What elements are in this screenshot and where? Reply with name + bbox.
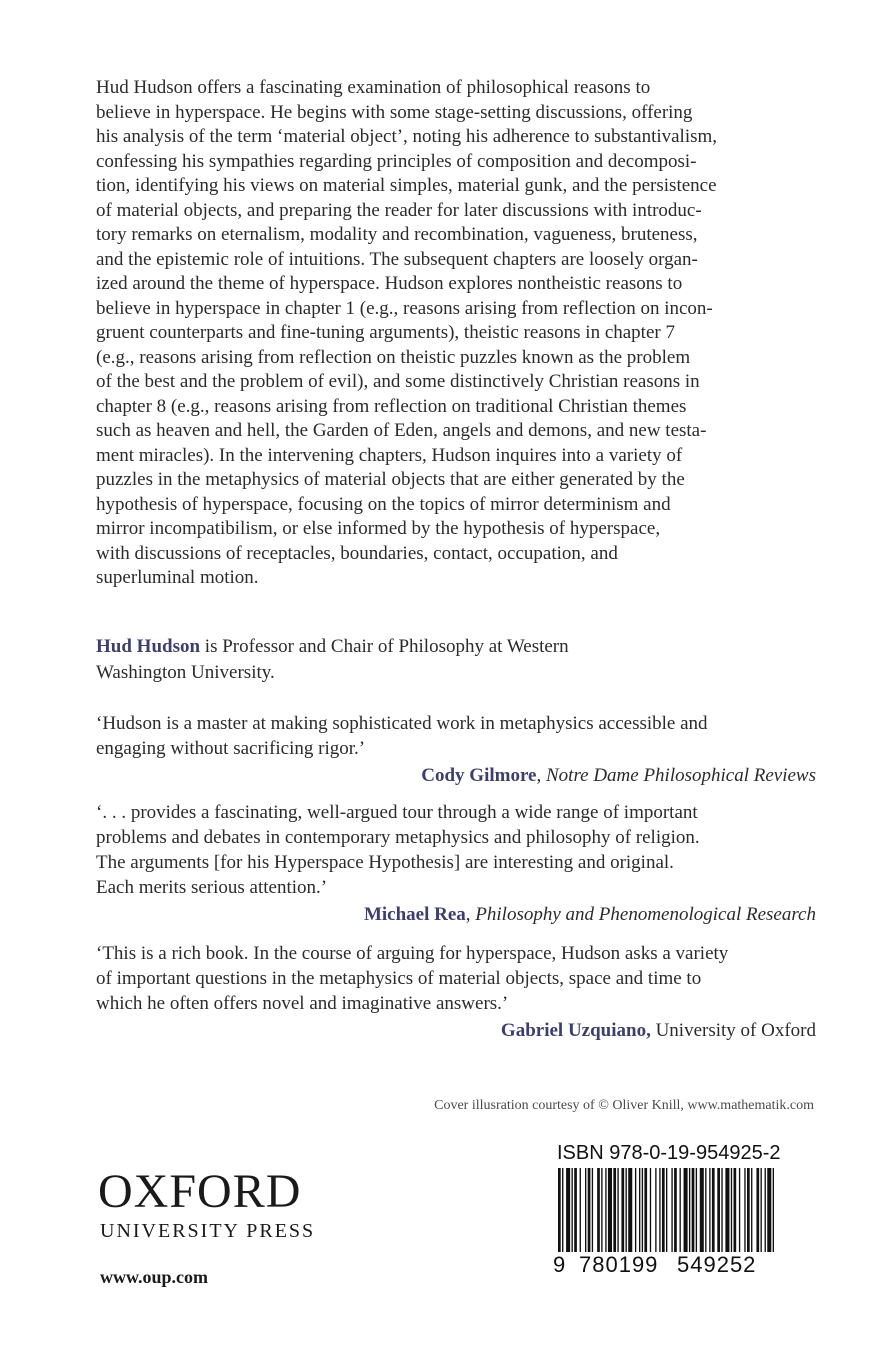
barcode-bar [588,1168,591,1252]
barcode-bar [605,1168,606,1252]
blurb-line: with discussions of receptacles, boundaries, contact, occupation, and [96,542,618,564]
barcode-bar [717,1168,720,1252]
barcode-bar [644,1168,647,1252]
barcode-bar [580,1168,581,1252]
review-quote [96,800,816,927]
barcode-bar [608,1168,612,1252]
author-bio-text: is Professor and Chair of Philosophy at Western [200,636,569,657]
barcode-bar [767,1168,771,1252]
blurb-line: superluminal motion. [96,567,259,588]
review-attribution [96,1018,816,1043]
cover-credit: Cover illusration courtesy of © Oliver Knill, www.mathematik.com [434,1098,814,1113]
review-text-line: engaging without sacrificing rigor.’ [96,738,366,759]
blurb-line: tory remarks on eternalism, modality and recombination, vagueness, bruteness, [96,224,698,245]
barcode-bar [639,1168,640,1252]
barcode-bar [680,1168,681,1252]
barcode-bar [684,1168,688,1252]
review-text-line: ‘. . . provides a fascinating, well-argued tour through a wide range of important [96,802,698,823]
isbn-label: ISBN 978-0-19-954925-2 [557,1142,781,1164]
barcode-bar [628,1168,632,1252]
barcode-bar [597,1168,600,1252]
blurb-line: ment miracles). In the intervening chapters, Hudson inquires into a variety of [96,444,683,466]
review-separator: , [536,765,546,786]
blurb-line: and the epistemic role of intuitions. The subsequent chapters are loosely organ- [96,248,698,270]
barcode-bar [674,1168,677,1252]
blurb-line: of material objects, and preparing the reader for later discussions with introduc- [96,199,702,221]
barcode-bar [756,1168,759,1252]
barcode-bar [705,1168,706,1252]
blurb-line: puzzles in the metaphysics of material objects that are either generated by the [96,469,685,490]
review-attribution [96,902,816,927]
review-quote [96,711,816,788]
review-source: Philosophy and Phenomenological Research [475,904,816,925]
review-text-line: Each merits serious attention.’ [96,877,328,898]
barcode-bar [617,1168,618,1252]
blurb-line: ized around the theme of hyperspace. Hudson explores nontheistic reasons to [96,273,683,294]
barcode-bar [696,1168,697,1252]
barcode-bar [621,1168,624,1252]
barcode-bar [642,1168,643,1252]
barcode-bar [739,1168,740,1252]
blurb-line: (e.g., reasons arising from reflection on theistic puzzles known as the problem [96,346,691,368]
blurb-line: Hud Hudson offers a fascinating examination of philosophical reasons to [96,77,651,98]
barcode-bar [558,1168,561,1252]
barcode-bar [671,1168,672,1252]
barcode-bar [592,1168,593,1252]
barcode-bar [761,1168,762,1252]
review-text-line: ‘This is a rich book. In the course of arguing for hyperspace, Hudson asks a variety [96,943,729,964]
barcode-bar [721,1168,722,1252]
barcode-bar [562,1168,563,1252]
barcode-bar [725,1168,729,1252]
barcode-bar [655,1168,656,1252]
barcode-bar [659,1168,660,1252]
barcode-bar [585,1168,586,1252]
barcode-bar [635,1168,636,1252]
blurb-line: of the best and the problem of evil), and some distinctively Christian reasons in [96,371,700,392]
barcode-bar [712,1168,715,1252]
blurb-line: believe in hyperspace. He begins with some stage-setting discussions, offering [96,101,693,123]
blurb-line: tion, identifying his views on material simples, material gunk, and the persistence [96,175,717,196]
barcode-bar [765,1168,766,1252]
review-text-line: problems and debates in contemporary metaphysics and philosophy of religion. [96,827,700,848]
author-bio-line2: Washington University. [96,662,275,683]
review-separator: , [465,904,476,925]
barcode-bar [613,1168,616,1252]
publisher-logo-name: OXFORD [98,1165,302,1218]
blurb-line: confessing his sympathies regarding principles of composition and decomposi- [96,150,697,172]
review-source: University of Oxford [655,1020,816,1041]
blurb-line: hypothesis of hyperspace, focusing on the topics of mirror determinism and [96,493,671,515]
review-text-line: which he often offers novel and imaginative answers.’ [96,993,509,1014]
barcode-bar [700,1168,704,1252]
barcode-bar [751,1168,752,1252]
barcode-bar [601,1168,602,1252]
review-attribution [96,763,816,788]
barcode-digit-group: 780199 [579,1252,659,1277]
barcode-bar [662,1168,665,1252]
publisher-logo-subtitle: UNIVERSITY PRESS [100,1220,316,1242]
review-text-line: The arguments [for his Hyperspace Hypothesis] are interesting and original. [96,852,674,873]
barcode-bar [572,1168,573,1252]
barcode-digits [553,1252,775,1278]
reviewer-name: Gabriel Uzquiano, [500,1020,651,1041]
barcode-bar [666,1168,667,1252]
barcode-bar [731,1168,732,1252]
blurb-line: his analysis of the term ‘material object’, noting his adherence to substantivalism, [96,126,718,147]
blurb-line: gruent counterparts and fine-tuning arguments), theistic reasons in chapter 7 [96,322,675,343]
barcode-bar [692,1168,695,1252]
barcode-bar [574,1168,577,1252]
review-quote [96,941,816,1043]
barcode-bar [689,1168,690,1252]
blurb-line: mirror incompatibilism, or else informed by the hypothesis of hyperspace, [96,518,661,539]
barcode-bar [626,1168,627,1252]
reviewer-name: Michael Rea [363,904,466,925]
blurb-line: believe in hyperspace in chapter 1 (e.g., reasons arising from reflection on incon- [96,297,713,319]
publisher-website: www.oup.com [100,1267,209,1287]
barcode-bar [650,1168,651,1252]
blurb-line: chapter 8 (e.g., reasons arising from reflection on traditional Christian themes [96,395,687,417]
barcode-digit-group: 549252 [677,1252,757,1277]
blurb-line: such as heaven and hell, the Garden of Eden, angels and demons, and new testa- [96,420,707,441]
barcode-bar [734,1168,737,1252]
author-name: Hud Hudson [96,636,201,657]
barcode-bar [747,1168,750,1252]
blurb [96,76,816,591]
barcode-bar [744,1168,745,1252]
barcode-bar [566,1168,570,1252]
barcode-first-digit: 9 [553,1252,567,1277]
author-bio [96,634,816,686]
reviewer-name: Cody Gilmore [421,765,537,786]
review-text-line: ‘Hudson is a master at making sophisticated work in metaphysics accessible and [96,713,708,734]
barcode-bar [709,1168,710,1252]
barcode-bar [773,1168,774,1252]
review-source: Notre Dame Philosophical Reviews [546,765,816,786]
review-text-line: of important questions in the metaphysics of material objects, space and time to [96,968,702,989]
barcode-graphic [557,1168,774,1252]
